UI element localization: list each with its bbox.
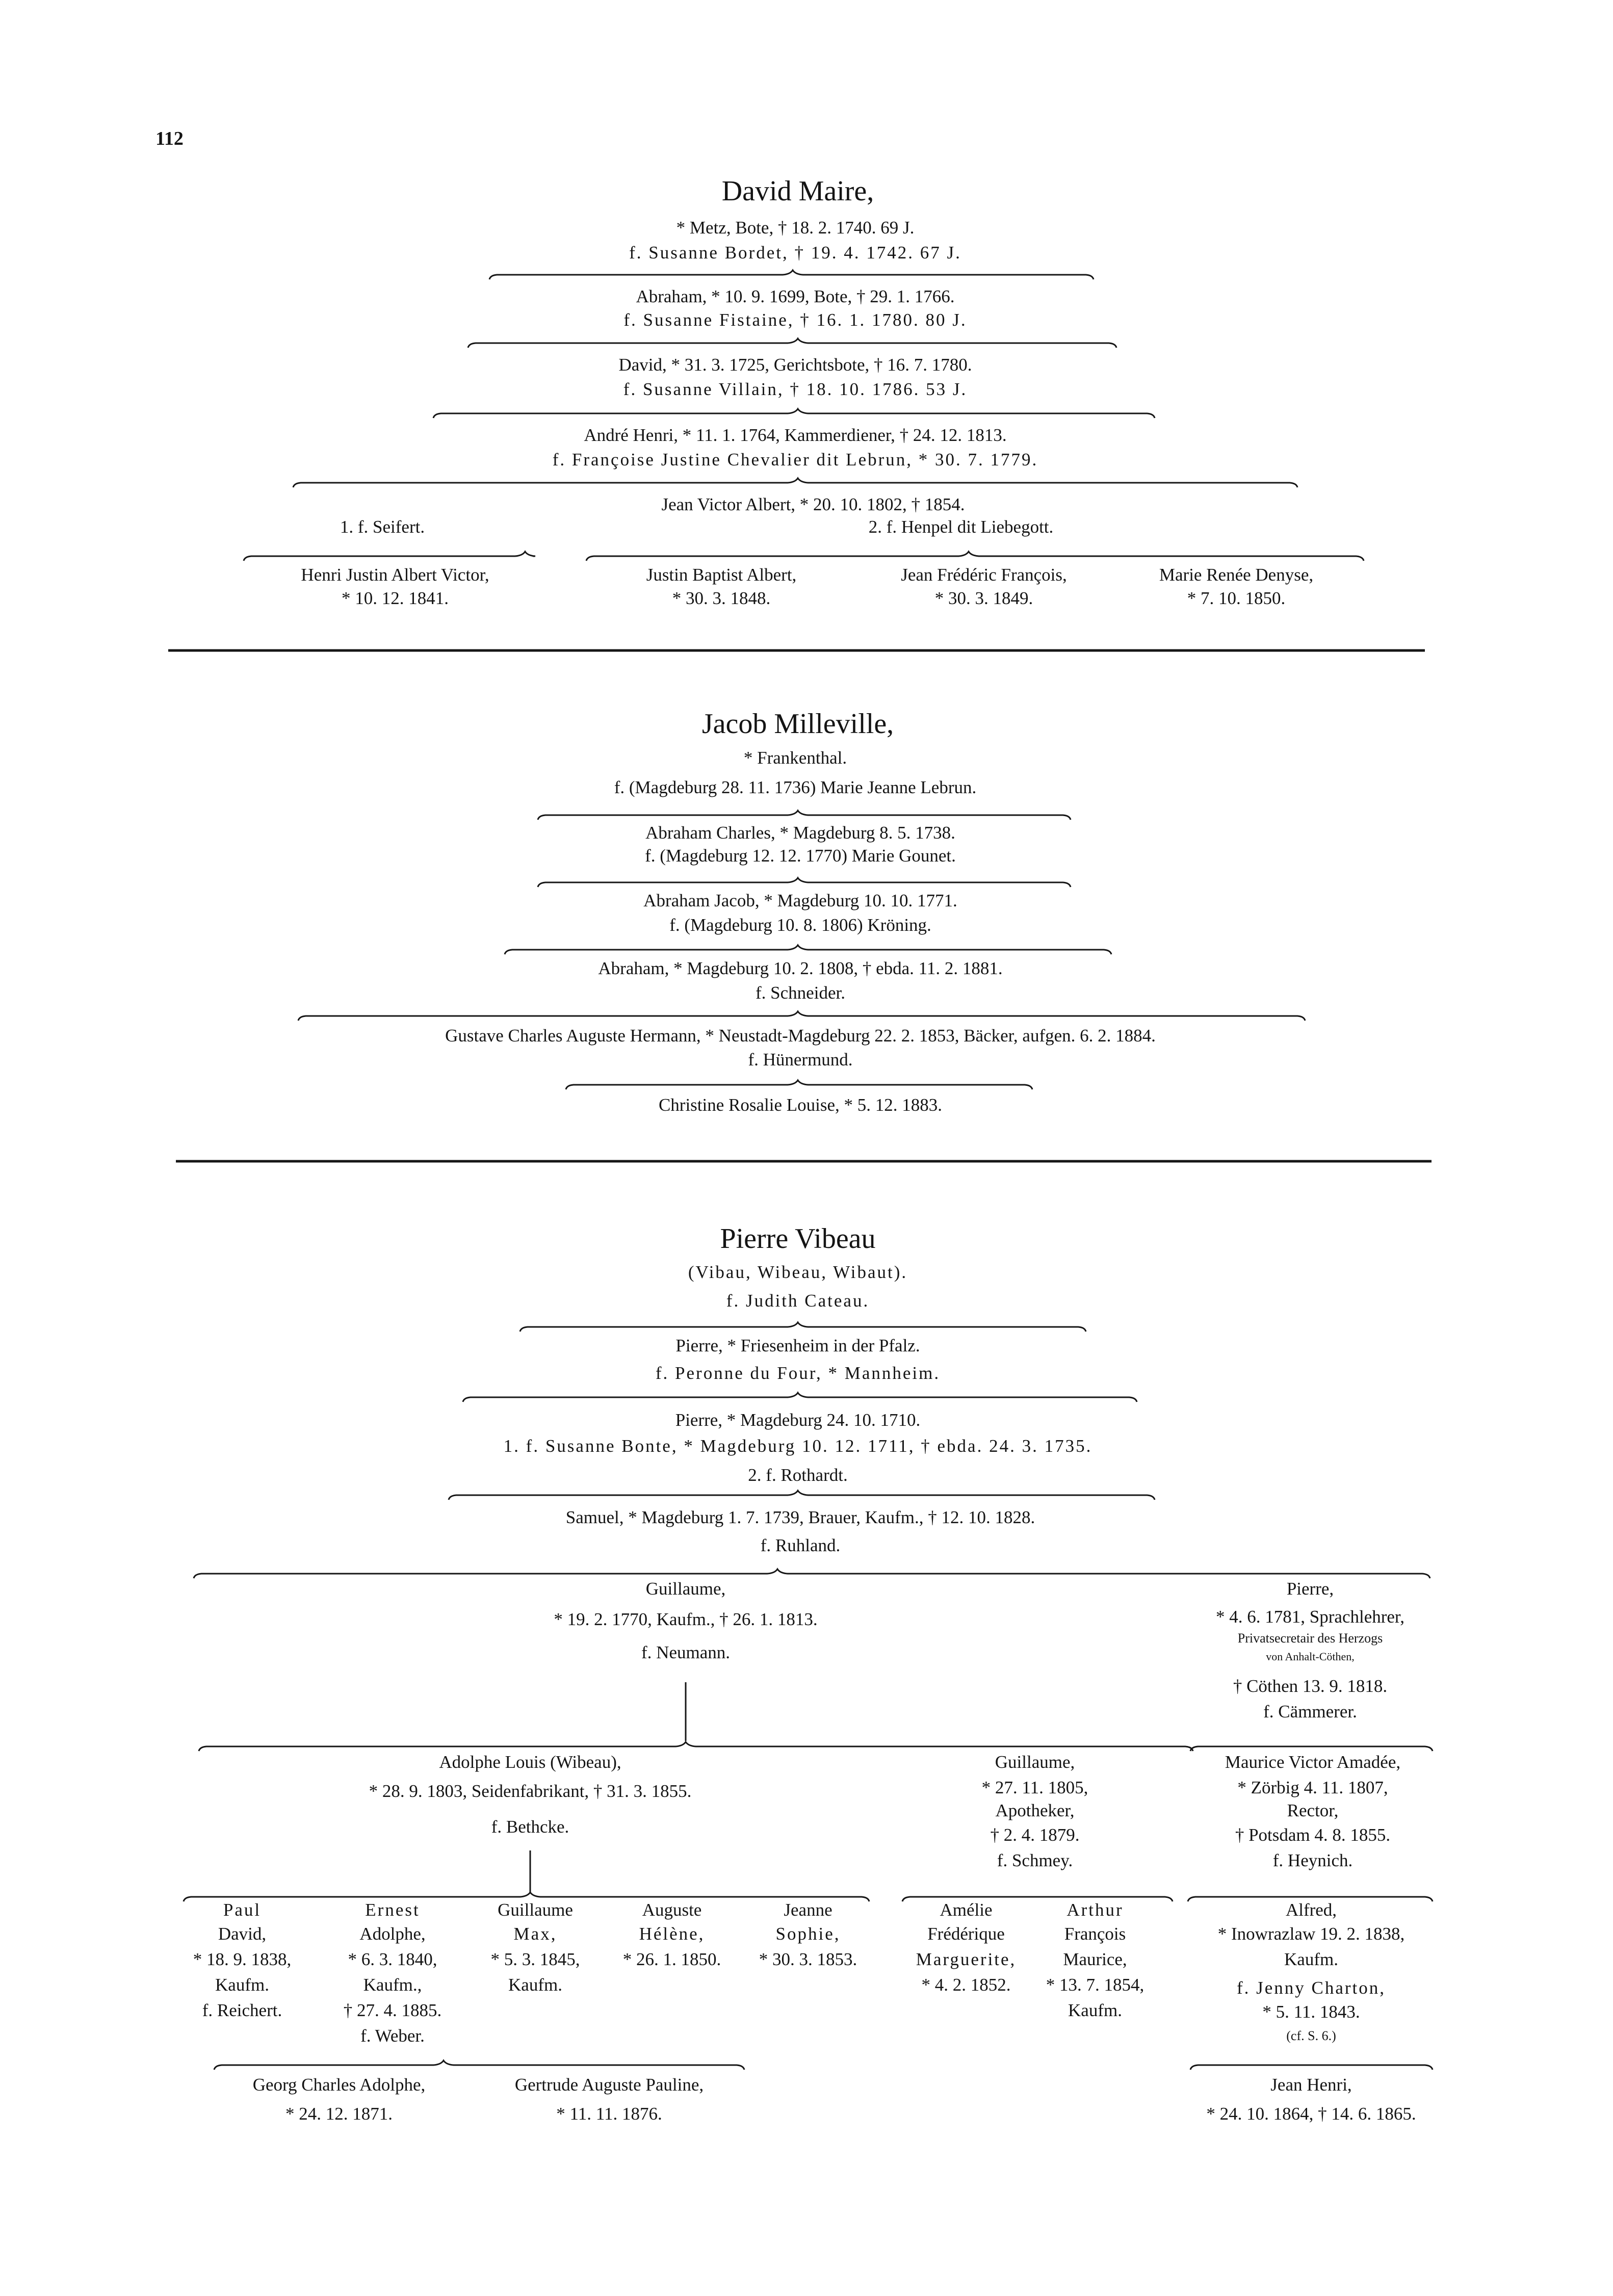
pierre2-note2: von Anhalt-Cöthen, xyxy=(1266,1650,1355,1663)
family-title-maire: David Maire, xyxy=(721,175,874,207)
maire-child-1-birth: * 10. 12. 1841. xyxy=(342,588,449,608)
guillaume2-birth: * 27. 11. 1805, xyxy=(981,1778,1088,1797)
gertrude-birth: * 11. 11. 1876. xyxy=(556,2104,662,2124)
ernest-death: † 27. 4. 1885. xyxy=(343,2000,442,2020)
maire-child-2-birth: * 30. 3. 1848. xyxy=(672,588,771,608)
pierre2-birth: * 4. 6. 1781, Sprachlehrer, xyxy=(1216,1607,1404,1627)
guillaume-birth: * 19. 2. 1770, Kaufm., † 26. 1. 1813. xyxy=(554,1609,818,1629)
jeanne-birth: * 30. 3. 1853. xyxy=(759,1949,857,1969)
amelie-third-name: Marguerite, xyxy=(916,1949,1017,1969)
maurice-wife: f. Heynich. xyxy=(1272,1850,1353,1870)
gmax-second-name: Max, xyxy=(513,1924,557,1944)
family-title-vibeau: Pierre Vibeau xyxy=(720,1223,876,1255)
pierre2-note1: Privatsecretair des Herzogs xyxy=(1237,1631,1383,1646)
milleville-g2-line2: f. (Magdeburg 12. 12. 1770) Marie Gounet. xyxy=(645,846,956,866)
milleville-g4-line1: Abraham, * Magdeburg 10. 2. 1808, † ebda. 11. 2. 1881. xyxy=(598,958,1003,978)
adolphe-name: Adolphe Louis (Wibeau), xyxy=(439,1752,621,1772)
jeanne-second-name: Sophie, xyxy=(775,1924,841,1944)
milleville-g1-line1: * Frankenthal. xyxy=(743,748,847,768)
vibeau-g3-line3: 2. f. Rothardt. xyxy=(748,1465,848,1485)
adolphe-wife: f. Bethcke. xyxy=(491,1817,569,1837)
maire-g4-line1: André Henri, * 11. 1. 1764, Kammerdiener, † 24. 12. 1813. xyxy=(584,425,1007,445)
vibeau-g1-line1: f. Judith Cateau. xyxy=(726,1291,870,1311)
arthur-name: Arthur xyxy=(1066,1900,1124,1920)
jeanne-name: Jeanne xyxy=(784,1900,832,1920)
milleville-g4-line2: f. Schneider. xyxy=(756,983,845,1003)
guillaume2-death: † 2. 4. 1879. xyxy=(990,1825,1080,1845)
pierre2-death: † Cöthen 13. 9. 1818. xyxy=(1233,1676,1388,1696)
maire-child-3-birth: * 30. 3. 1849. xyxy=(934,588,1033,608)
ernest-name: Ernest xyxy=(365,1900,420,1920)
vibeau-g2-line2: f. Peronne du Four, * Mannheim. xyxy=(655,1363,941,1383)
vibeau-alt-names: (Vibau, Wibeau, Wibaut). xyxy=(688,1262,908,1282)
guillaume2-name: Guillaume, xyxy=(995,1752,1075,1772)
gmax-name: Guillaume xyxy=(498,1900,573,1920)
georg-name: Georg Charles Adolphe, xyxy=(252,2075,426,2095)
maurice-name: Maurice Victor Amadée, xyxy=(1225,1752,1401,1772)
jeanhenri-dates: * 24. 10. 1864, † 14. 6. 1865. xyxy=(1206,2104,1416,2124)
vibeau-g2-line1: Pierre, * Friesenheim in der Pfalz. xyxy=(675,1336,920,1355)
gmax-profession: Kaufm. xyxy=(508,1975,562,1995)
maire-g5-line1: Jean Victor Albert, * 20. 10. 1802, † 1854. xyxy=(661,494,965,514)
milleville-g3-line2: f. (Magdeburg 10. 8. 1806) Kröning. xyxy=(669,915,931,935)
gertrude-name: Gertrude Auguste Pauline, xyxy=(514,2075,704,2095)
maire-child-4-name: Marie Renée Denyse, xyxy=(1159,565,1314,585)
alfred-name: Alfred, xyxy=(1285,1900,1337,1920)
auguste-name: Auguste xyxy=(642,1900,702,1920)
vibeau-g4-line2: f. Ruhland. xyxy=(760,1535,841,1555)
alfred-wife-birth: * 5. 11. 1843. xyxy=(1262,2002,1360,2022)
maurice-death: † Potsdam 4. 8. 1855. xyxy=(1235,1825,1391,1845)
guillaume-name: Guillaume, xyxy=(645,1579,726,1599)
guillaume2-profession: Apotheker, xyxy=(995,1801,1075,1820)
arthur-second-name: François xyxy=(1064,1924,1126,1944)
ernest-second-name: Adolphe, xyxy=(359,1924,426,1944)
maire-g3-line2: f. Susanne Villain, † 18. 10. 1786. 53 J. xyxy=(623,379,968,399)
maire-g5-wife1: 1. f. Seifert. xyxy=(340,517,425,537)
maire-child-2-name: Justin Baptist Albert, xyxy=(646,565,797,585)
auguste-second-name: Hélène, xyxy=(639,1924,705,1944)
maire-child-1-name: Henri Justin Albert Victor, xyxy=(301,565,489,585)
guillaume2-wife: f. Schmey. xyxy=(997,1850,1073,1870)
milleville-g3-line1: Abraham Jacob, * Magdeburg 10. 10. 1771. xyxy=(643,891,957,910)
alfred-wife: f. Jenny Charton, xyxy=(1236,1978,1386,1998)
amelie-name: Amélie xyxy=(940,1900,993,1920)
auguste-birth: * 26. 1. 1850. xyxy=(622,1949,721,1969)
alfred-profession: Kaufm. xyxy=(1284,1949,1338,1969)
gmax-birth: * 5. 3. 1845, xyxy=(490,1949,580,1969)
maire-child-3-name: Jean Frédéric François, xyxy=(901,565,1067,585)
maire-g3-line1: David, * 31. 3. 1725, Gerichtsbote, † 16. 7. 1780. xyxy=(618,355,972,375)
maire-child-4-birth: * 7. 10. 1850. xyxy=(1187,588,1286,608)
ernest-birth: * 6. 3. 1840, xyxy=(348,1949,437,1969)
family-title-milleville: Jacob Milleville, xyxy=(701,708,894,740)
maire-g2-line1: Abraham, * 10. 9. 1699, Bote, † 29. 1. 1766. xyxy=(636,286,955,306)
maurice-birth: * Zörbig 4. 11. 1807, xyxy=(1237,1778,1388,1797)
maire-g5-wife2: 2. f. Henpel dit Liebegott. xyxy=(868,517,1054,537)
milleville-g1-line2: f. (Magdeburg 28. 11. 1736) Marie Jeanne Lebrun. xyxy=(614,777,977,797)
amelie-second-name: Frédérique xyxy=(927,1924,1005,1944)
milleville-g5-line2: f. Hünermund. xyxy=(748,1050,853,1069)
paul-second-name: David, xyxy=(218,1924,267,1944)
paul-wife: f. Reichert. xyxy=(202,2000,282,2020)
alfred-cross-reference: (cf. S. 6.) xyxy=(1286,2028,1336,2043)
pierre2-wife: f. Cämmerer. xyxy=(1263,1702,1357,1721)
arthur-third-name: Maurice, xyxy=(1063,1949,1127,1969)
adolphe-birth: * 28. 9. 1803, Seidenfabrikant, † 31. 3. 1855. xyxy=(369,1781,692,1801)
paul-profession: Kaufm. xyxy=(215,1975,269,1995)
maurice-profession: Rector, xyxy=(1287,1801,1339,1820)
ernest-wife: f. Weber. xyxy=(360,2026,425,2046)
milleville-g5-line1: Gustave Charles Auguste Hermann, * Neustadt-Magdeburg 22. 2. 1853, Bäcker, aufgen. 6. 2. 1884. xyxy=(445,1026,1156,1046)
ernest-profession: Kaufm., xyxy=(363,1975,422,1995)
georg-birth: * 24. 12. 1871. xyxy=(285,2104,393,2124)
vibeau-g3-line2: 1. f. Susanne Bonte, * Magdeburg 10. 12. 1711, † ebda. 24. 3. 1735. xyxy=(503,1436,1092,1456)
maire-g1-line1: * Metz, Bote, † 18. 2. 1740. 69 J. xyxy=(676,218,915,238)
amelie-birth: * 4. 2. 1852. xyxy=(921,1975,1011,1995)
milleville-g2-line1: Abraham Charles, * Magdeburg 8. 5. 1738. xyxy=(645,823,955,843)
vibeau-g4-line1: Samuel, * Magdeburg 1. 7. 1739, Brauer, Kaufm., † 12. 10. 1828. xyxy=(565,1507,1035,1527)
maire-g4-line2: f. Françoise Justine Chevalier dit Lebrun, * 30. 7. 1779. xyxy=(552,450,1038,469)
pierre2-name: Pierre, xyxy=(1286,1579,1334,1599)
alfred-birth: * Inowrazlaw 19. 2. 1838, xyxy=(1217,1924,1405,1944)
jeanhenri-name: Jean Henri, xyxy=(1270,2075,1352,2095)
paul-birth: * 18. 9. 1838, xyxy=(193,1949,292,1969)
guillaume-wife: f. Neumann. xyxy=(641,1642,730,1662)
paul-name: Paul xyxy=(223,1900,262,1920)
arthur-profession: Kaufm. xyxy=(1068,2000,1122,2020)
page-number: 112 xyxy=(155,128,184,149)
arthur-birth: * 13. 7. 1854, xyxy=(1046,1975,1144,1995)
vibeau-g3-line1: Pierre, * Magdeburg 24. 10. 1710. xyxy=(675,1410,921,1430)
milleville-g6-line1: Christine Rosalie Louise, * 5. 12. 1883. xyxy=(658,1095,943,1115)
maire-g2-line2: f. Susanne Fistaine, † 16. 1. 1780. 80 J. xyxy=(623,310,967,330)
maire-g1-line2: f. Susanne Bordet, † 19. 4. 1742. 67 J. xyxy=(629,243,961,263)
